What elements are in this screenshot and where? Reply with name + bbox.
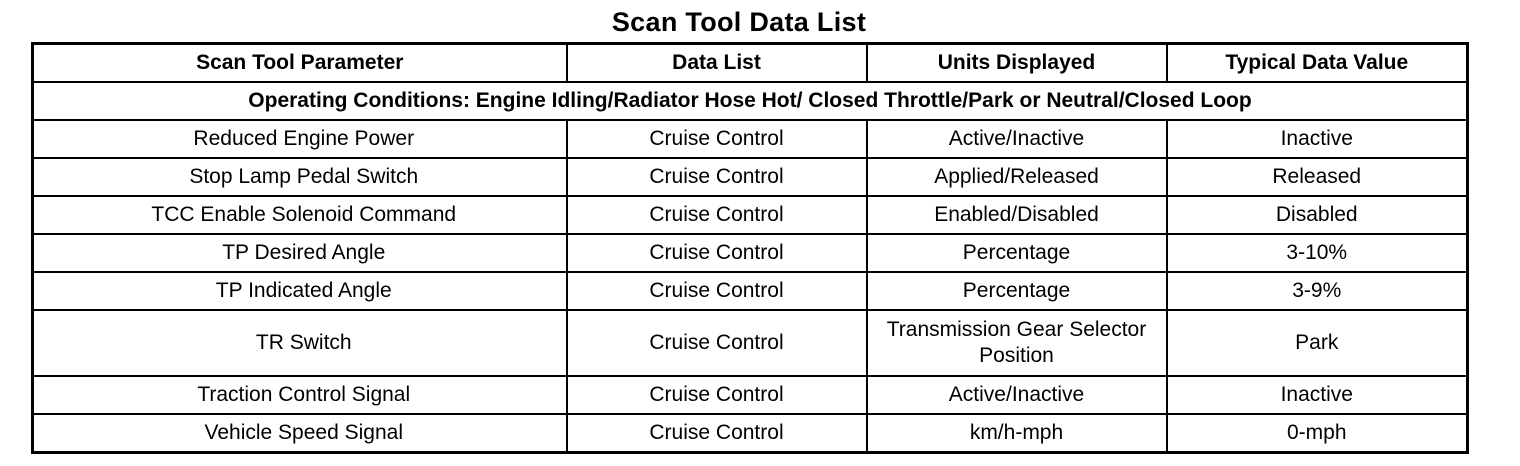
units-cell: Percentage [867, 272, 1167, 310]
parameter-cell: TP Indicated Angle [33, 272, 567, 310]
parameter-cell: Stop Lamp Pedal Switch [33, 158, 567, 196]
typical-value-cell: 3-9% [1167, 272, 1468, 310]
header-scan-tool-parameter: Scan Tool Parameter [33, 44, 567, 83]
typical-value-cell: 3-10% [1167, 234, 1468, 272]
units-cell: Enabled/Disabled [867, 196, 1167, 234]
units-cell: Applied/Released [867, 158, 1167, 196]
typical-value-cell: Inactive [1167, 376, 1468, 414]
table-row [33, 158, 1468, 196]
data-list-cell: Cruise Control [567, 158, 867, 196]
units-cell: Percentage [867, 234, 1167, 272]
parameter-cell: TCC Enable Solenoid Command [33, 196, 567, 234]
header-units-displayed: Units Displayed [867, 44, 1167, 83]
data-list-cell: Cruise Control [567, 234, 867, 272]
table-row [33, 272, 1468, 310]
units-cell: Active/Inactive [867, 120, 1167, 158]
typical-value-cell: Inactive [1167, 120, 1468, 158]
typical-value-cell: Released [1167, 158, 1468, 196]
header-data-list: Data List [567, 44, 867, 83]
typical-value-cell: 0-mph [1167, 414, 1468, 453]
table-row [33, 376, 1468, 414]
typical-value-cell: Disabled [1167, 196, 1468, 234]
header-typical-data-value: Typical Data Value [1167, 44, 1468, 83]
typical-value-cell: Park [1167, 310, 1468, 376]
parameter-cell: Reduced Engine Power [33, 120, 567, 158]
header-row [33, 44, 1468, 83]
page-title: Scan Tool Data List [611, 7, 867, 37]
data-list-cell: Cruise Control [567, 414, 867, 453]
data-list-cell: Cruise Control [567, 120, 867, 158]
units-cell: Transmission Gear Selector Position [867, 310, 1167, 376]
table-row [33, 196, 1468, 234]
units-cell: km/h-mph [867, 414, 1167, 453]
operating-conditions-row [33, 82, 1468, 120]
parameter-cell: Vehicle Speed Signal [33, 414, 567, 453]
units-cell: Active/Inactive [867, 376, 1167, 414]
parameter-cell: TP Desired Angle [33, 234, 567, 272]
parameter-cell: Traction Control Signal [33, 376, 567, 414]
data-list-cell: Cruise Control [567, 376, 867, 414]
data-list-cell: Cruise Control [567, 272, 867, 310]
table-row [33, 120, 1468, 158]
table-row [33, 310, 1468, 376]
table-row [33, 234, 1468, 272]
data-list-cell: Cruise Control [567, 196, 867, 234]
table-row [33, 414, 1468, 453]
data-list-cell: Cruise Control [567, 310, 867, 376]
scan-tool-data-table [31, 42, 1469, 454]
operating-conditions: Operating Conditions: Engine Idling/Radiator Hose Hot/ Closed Throttle/Park or Neutral/Closed Loop [33, 82, 1468, 120]
parameter-cell: TR Switch [33, 310, 567, 376]
